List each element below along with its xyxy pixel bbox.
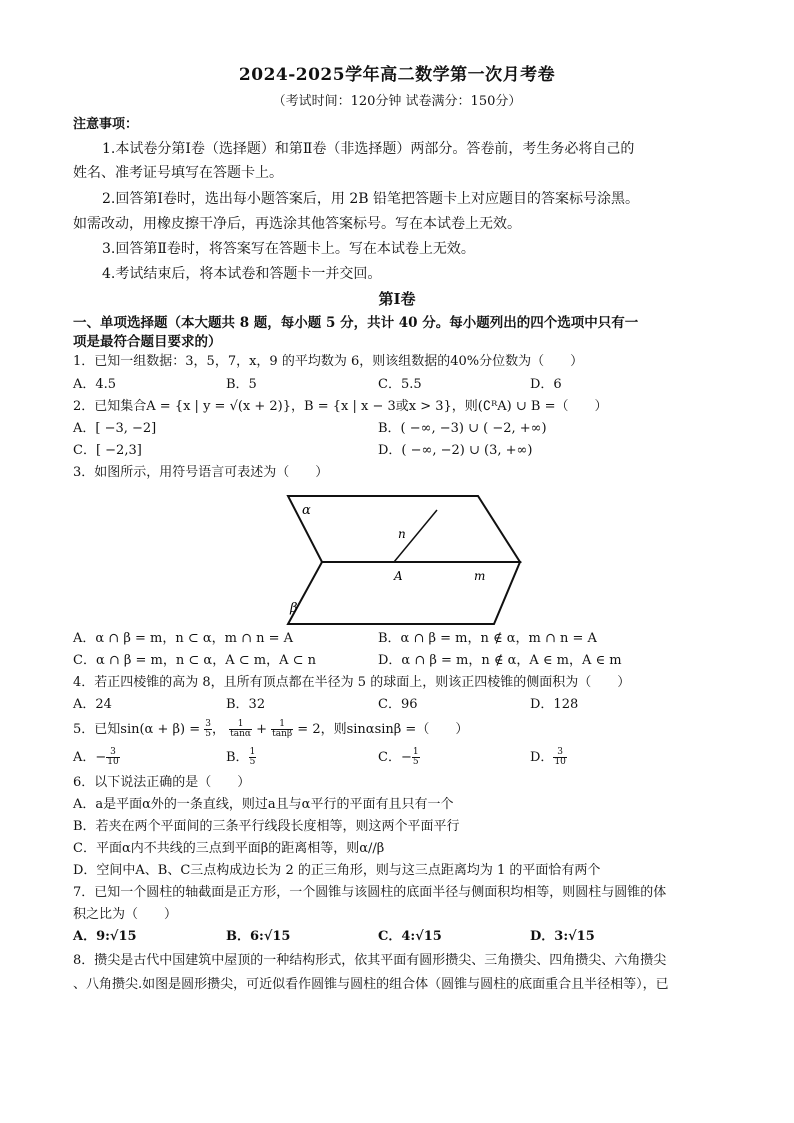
q1-option-d: D．6 [530,377,562,392]
notice-item2-line1: 2.回答第Ⅰ卷时，选出每小题答案后，用 2B 铅笔把答题卡上对应题目的答案标号涂黑。 [102,191,639,207]
q3-option-d: D．α ∩ β = m，n ∉ α，A ∈ m，A ∈ m [378,653,622,668]
q8-stem-line1: 8．攒尖是古代中国建筑中屋顶的一种结构形式，依其平面有圆形攒尖、三角攒尖、四角攒尖、六角攒尖 [73,953,667,968]
q5-stem [73,720,468,739]
q3-option-b: B．α ∩ β = m，n ∉ α，m ∩ n = A [378,631,597,646]
q7-option-a: A．9:√15 [73,929,137,944]
q5-d-den: 10 [554,757,566,767]
q5-b-frac [249,748,257,767]
q5-plus: + [256,722,268,737]
q7-option-b: B．6:√15 [226,929,291,944]
notice-item4: 4.考试结束后，将本试卷和答题卡一并交回。 [102,266,382,282]
q5-frac-tanalpha [229,720,252,739]
q7-option-c: C．4:√15 [378,929,442,944]
q5-b-num: 1 [249,747,256,757]
q5-c-prefix: C．− [378,750,412,765]
q5-a-den: 10 [107,757,119,767]
q5-c-den: 5 [412,757,419,767]
q5-d-frac [553,748,566,767]
label-n: n [398,527,406,541]
q5-option-c [378,748,420,767]
notice-item1-line1: 1.本试卷分第Ⅰ卷（选择题）和第Ⅱ卷（非选择题）两部分。答卷前，考生务必将自己的 [102,141,635,157]
q5-frac3-den: tanβ [272,729,293,739]
q7-option-d: D．3:√15 [530,929,595,944]
q3-planes-figure [262,490,532,628]
q1-option-b: B．5 [226,377,257,392]
q2-stem: 2．已知集合A = {x | y = √(x + 2)}，B = {x | x − 3或x > 3}，则(∁ᴿA) ∪ B =（ ） [73,399,608,414]
q6-stem: 6．以下说法正确的是（ ） [73,775,251,790]
part-heading-line1: 一、单项选择题（本大题共 8 题，每小题 5 分，共计 40 分。每小题列出的四个选项中只有一 [73,315,639,331]
q5-stem-pre: 5．已知sin(α + β) = [73,722,201,737]
q6-option-a: A．a是平面α外的一条直线，则过a且与α平行的平面有且只有一个 [73,797,454,812]
q5-d-num: 3 [553,748,566,758]
q2-option-b: B．( −∞, −3) ∪ ( −2, +∞) [378,421,547,436]
q7-stem-line2: 积之比为（ ） [73,907,178,922]
q5-frac-3-5 [204,720,212,739]
q1-option-a: A．4.5 [73,377,117,392]
q4-option-b: B．32 [226,697,266,712]
notice-item3: 3.回答第Ⅱ卷时，将答案写在答题卡上。写在本试卷上无效。 [102,241,475,257]
q7-stem-line1: 7．已知一个圆柱的轴截面是正方形，一个圆锥与该圆柱的底面半径与侧面积均相等，则圆柱与圆锥的体 [73,885,667,900]
q5-frac2-den: tanα [230,729,251,739]
q5-sep: ， [211,722,225,737]
label-m: m [474,569,486,583]
q5-stem-post: = 2，则sinαsinβ =（ ） [297,722,469,737]
q5-frac1-num: 3 [205,719,211,729]
q5-c-num: 1 [412,747,419,757]
q5-a-prefix: A．− [73,750,107,765]
q2-option-c: C．[ −2,3] [73,443,142,458]
q5-b-prefix: B． [226,750,249,765]
q6-option-b: B．若夹在两个平面间的三条平行线段长度相等，则这两个平面平行 [73,819,460,834]
q5-option-a [73,748,120,767]
q5-frac2-num: 1 [229,720,252,730]
q6-option-d: D．空间中A、B、C三点构成边长为 2 的正三角形，则与这三点距离均为 1 的平面恰有两个 [73,863,601,878]
q5-d-prefix: D． [530,750,554,765]
section-heading: 第Ⅰ卷 [378,290,416,308]
q5-b-den: 5 [249,757,256,767]
q1-option-c: C．5.5 [378,377,422,392]
part-heading-line2: 项是最符合题目要求的） [73,334,222,350]
q3-option-c: C．α ∩ β = m，n ⊂ α，A ⊂ m，A ⊂ n [73,653,316,668]
q3-option-a: A．α ∩ β = m，n ⊂ α，m ∩ n = A [73,631,294,646]
notice-item1-line2: 姓名、准考证号填写在答题卡上。 [73,165,283,181]
exam-title: 2024-2025学年高二数学第一次月考卷 [238,65,556,85]
q4-option-a: A．24 [73,697,112,712]
q5-a-frac [106,748,119,767]
q3-stem: 3．如图所示，用符号语言可表述为（ ） [73,465,329,480]
q5-option-b [226,748,256,767]
q8-stem-line2: 、八角攒尖.如图是圆形攒尖，可近似看作圆锥与圆柱的组合体（圆锥与圆柱的底面重合且半径相等），已 [73,977,669,992]
q5-a-num: 3 [106,748,119,758]
label-beta: β [290,601,298,616]
notice-heading: 注意事项： [73,117,139,132]
q1-stem: 1．已知一组数据：3，5，7，x，9 的平均数为 6，则该组数据的40%分位数为（ ） [73,354,584,369]
q4-option-c: C．96 [378,697,418,712]
q5-option-d [530,748,567,767]
label-alpha: α [302,503,311,518]
q5-frac-tanbeta [271,720,293,739]
q4-stem: 4．若正四棱锥的高为 8，且所有顶点都在半径为 5 的球面上，则该正四棱锥的侧面积为（ ） [73,675,631,690]
q4-option-d: D．128 [530,697,579,712]
q5-c-frac [412,748,420,767]
label-A: A [394,569,403,583]
q5-frac1-den: 5 [205,729,211,739]
q2-option-a: A．[ −3, −2] [73,421,157,436]
q5-frac3-num: 1 [271,720,293,730]
q6-option-c: C．平面α内不共线的三点到平面β的距离相等，则α//β [73,841,385,856]
notice-item2-line2: 如需改动，用橡皮擦干净后，再选涂其他答案标号。写在本试卷上无效。 [73,216,521,232]
q2-option-d: D．( −∞, −2) ∪ (3, +∞) [378,443,533,458]
exam-subtitle: （考试时间：120分钟 试卷满分：150分） [272,94,522,109]
